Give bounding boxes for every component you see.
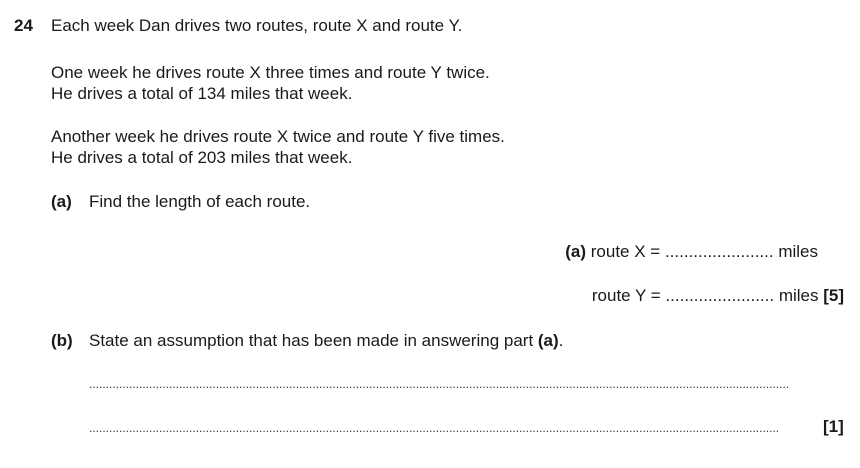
answer-route-x bbox=[565, 242, 818, 262]
part-b-text bbox=[89, 331, 563, 351]
para1-line2: He drives a total of 134 miles that week. bbox=[51, 84, 353, 103]
answer-x-unit: miles bbox=[773, 242, 818, 261]
part-a-marks: [5] bbox=[823, 286, 844, 305]
part-b-text-main: State an assumption that has been made in answering part bbox=[89, 331, 538, 350]
answer-x-field[interactable]: ....................... bbox=[664, 242, 774, 261]
part-b-text-ref: (a) bbox=[537, 331, 559, 350]
part-b-text-end: . bbox=[558, 331, 564, 350]
question-number: 24 bbox=[14, 16, 33, 35]
para2-line1: Another week he drives route X twice and route Y five times. bbox=[51, 127, 505, 146]
question-intro: Each week Dan drives two routes, route X and route Y. bbox=[51, 16, 463, 35]
part-a-label: (a) bbox=[51, 192, 72, 211]
part-b-answer-line-2[interactable]: ............................................................................................................................................................................................................... bbox=[89, 421, 780, 435]
answer-x-prefix: (a) bbox=[565, 242, 587, 261]
para2-line2: He drives a total of 203 miles that week. bbox=[51, 148, 353, 167]
answer-route-y bbox=[592, 286, 844, 306]
answer-y-unit: miles bbox=[774, 286, 824, 305]
answer-y-label: route Y = bbox=[591, 286, 666, 305]
para1-line1: One week he drives route X three times and route Y twice. bbox=[51, 63, 490, 82]
part-b-answer-line-1[interactable]: .................................................................................................................................................................................................................. bbox=[89, 377, 790, 391]
part-b-marks: [1] bbox=[823, 417, 844, 436]
part-a-text: Find the length of each route. bbox=[89, 192, 311, 211]
part-b-label: (b) bbox=[51, 331, 73, 350]
answer-y-field[interactable]: ....................... bbox=[665, 286, 775, 305]
answer-x-label: route X = bbox=[590, 242, 665, 261]
